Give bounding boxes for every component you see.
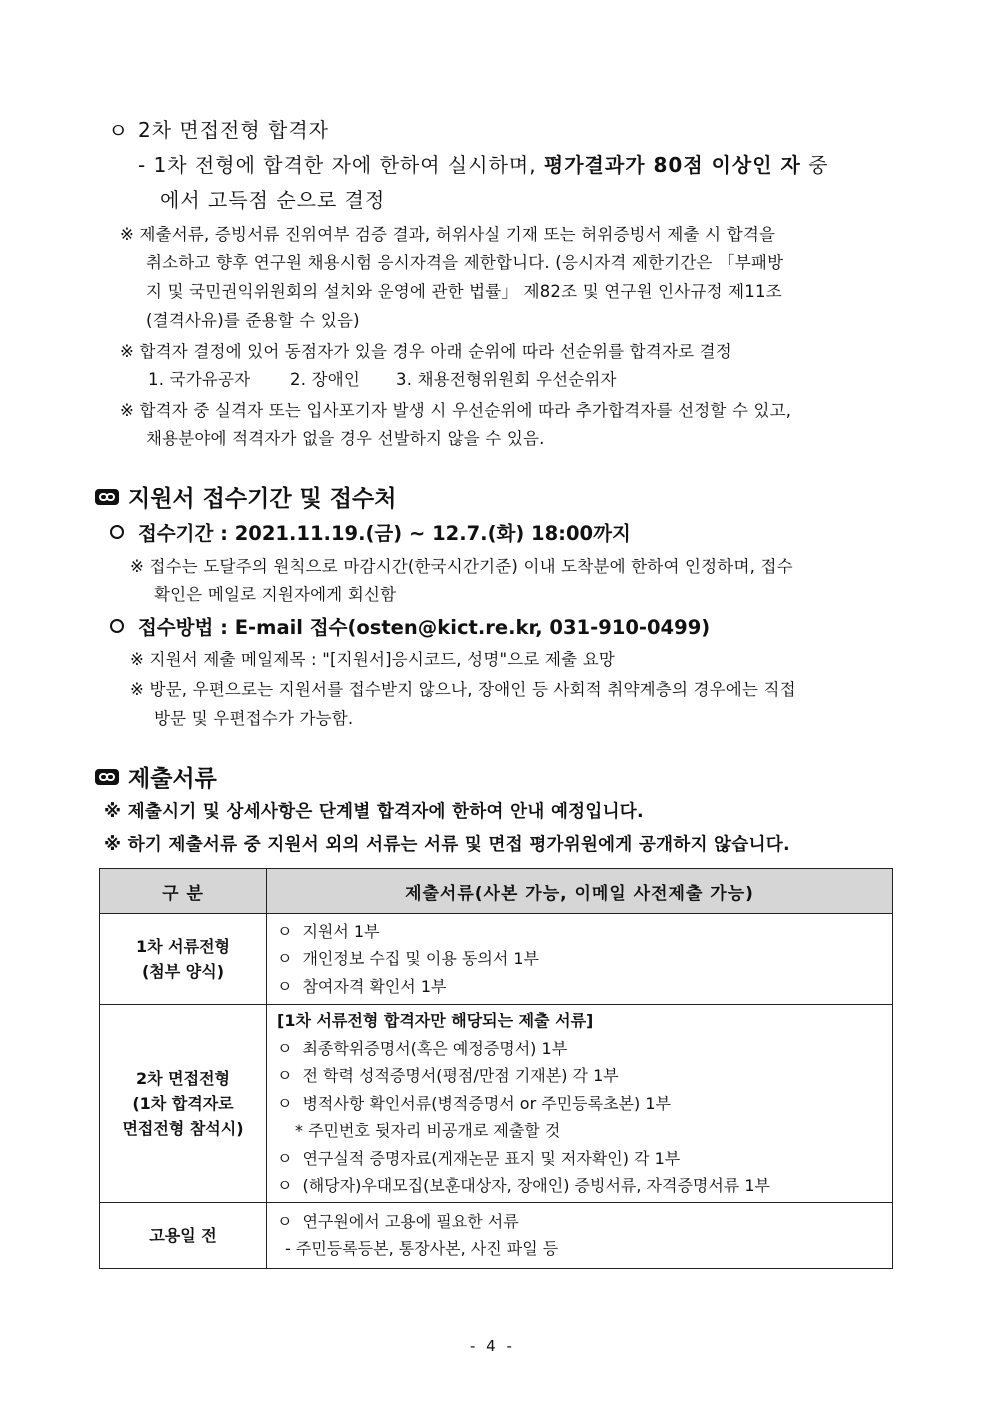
- section-title-text: 제출서류: [128, 766, 217, 792]
- note-line: ※ 방문, 우편으로는 지원서를 접수받지 않으나, 장애인 등 사회적 취약계층의 경우에는 직접: [130, 680, 796, 699]
- link-icon: [94, 487, 120, 507]
- column-header-documents: 제출서류(사본 가능, 이메일 사전제출 가능): [267, 869, 893, 914]
- note-line: 확인은 메일로 지원자에게 회신함: [154, 585, 397, 604]
- note-line: ※ 제출서류, 증빙서류 진위여부 검증 결과, 허위사실 기재 또는 허위증빙서 제출 시 합격을: [120, 225, 776, 244]
- documents-cell: [267, 1005, 893, 1203]
- documents-cell: [267, 1202, 893, 1268]
- link-icon: [94, 767, 120, 787]
- list-item: ㅇ 개인정보 수집 및 이용 동의서 1부: [277, 949, 540, 969]
- tie-rule-note: ※ 합격자 결정에 있어 동점자가 있을 경우 아래 순위에 따라 선순위를 합격자로 결정: [120, 342, 732, 361]
- bullet-marker: ㅇ: [108, 119, 129, 143]
- category-line: 2차 면접전형: [136, 1068, 230, 1088]
- category-line: 면접전형 참석시): [122, 1118, 244, 1138]
- page-number: - 4 -: [470, 1337, 515, 1355]
- sub-note: - 주민등록등본, 통장사본, 사진 파일 등: [285, 1239, 559, 1258]
- table-row: [100, 1202, 893, 1268]
- note-line: ※ 접수는 도달주의 원칙으로 마감시간(한국시간기준) 이내 도착분에 한하여 인정하며, 접수: [130, 557, 793, 576]
- note-line: 취소하고 향후 연구원 채용시험 응시자격을 제한합니다. (응시자격 제한기간은 「부패방: [146, 253, 784, 272]
- note-line: (결격사유)를 준용할 수 있음): [146, 311, 360, 330]
- interview-title: 2차 면접전형 합격자: [138, 118, 329, 142]
- category-line: (1차 합격자로: [132, 1093, 234, 1113]
- method-text: 접수방법 : E-mail 접수(osten@kict.re.kr, 031-910-0499): [138, 616, 711, 639]
- note-line: 방문 및 우편접수가 가능함.: [154, 709, 354, 728]
- category-cell: [100, 914, 267, 1005]
- category-cell: [100, 1005, 267, 1203]
- documents-note-2: ※ 하기 제출서류 중 지원서 외의 서류는 서류 및 면접 평가위원에게 공개하지 않습니다.: [104, 835, 790, 855]
- note-line: 지 및 국민권익위원회의 설치와 운영에 관한 법률」 제82조 및 연구원 인사규정 제11조: [146, 282, 782, 301]
- ring-bullet-icon: [110, 525, 124, 539]
- list-item: ㅇ 참여자격 확인서 1부: [277, 976, 447, 996]
- interview-desc-line1: [138, 149, 829, 178]
- sub-note: * 주민번호 뒷자리 비공개로 제출할 것: [295, 1121, 561, 1140]
- application-period: [110, 518, 631, 546]
- column-header-category: 구 분: [100, 869, 267, 914]
- list-item: ㅇ 최종학위증명서(혹은 예정증명서) 1부: [277, 1038, 568, 1058]
- category-cell: [100, 1202, 267, 1268]
- desc-text-end: 중: [800, 153, 829, 177]
- section-title-text: 지원서 접수기간 및 접수처: [128, 486, 397, 512]
- list-item: ㅇ 병적사항 확인서류(병적증명서 or 주민등록초본) 1부: [277, 1093, 671, 1113]
- documents-table: [99, 868, 893, 1269]
- table-row: [100, 1005, 893, 1203]
- priority-3: 3. 채용전형위원회 우선순위자: [396, 370, 617, 389]
- priority-1: 1. 국가유공자: [148, 370, 251, 389]
- category-line: 1차 서류전형: [136, 937, 230, 956]
- list-item: ㅇ 전 학력 성적증명서(평점/만점 기재본) 각 1부: [277, 1066, 619, 1085]
- list-item: ㅇ 연구실적 증명자료(게재논문 표지 및 저자확인) 각 1부: [277, 1148, 681, 1168]
- application-section-title: [94, 480, 396, 513]
- application-method: [110, 612, 710, 640]
- cell-heading: [1차 서류전형 합격자만 해당되는 제출 서류]: [277, 1011, 594, 1030]
- desc-bold: 평가결과가 80점 이상인 자: [543, 153, 801, 177]
- documents-cell: [267, 914, 893, 1005]
- desc-text: - 1차 전형에 합격한 자에 한하여 실시하며,: [138, 153, 544, 177]
- period-text: 접수기간 : 2021.11.19.(금) ~ 12.7.(화) 18:00까지: [138, 522, 631, 545]
- method-note: ※ 지원서 제출 메일제목 : "[지원서]응시코드, 성명"으로 제출 요망: [130, 650, 615, 669]
- note-line: ※ 합격자 중 실격자 또는 입사포기자 발생 시 우선순위에 따라 추가합격자를 선정할 수 있고,: [120, 401, 792, 420]
- documents-note-1: ※ 제출시기 및 상세사항은 단계별 합격자에 한하여 안내 예정입니다.: [104, 802, 644, 822]
- category-line: 고용일 전: [149, 1225, 217, 1245]
- list-item: ㅇ (해당자)우대모집(보훈대상자, 장애인) 증빙서류, 자격증명서류 1부: [277, 1176, 770, 1195]
- list-item: ㅇ 지원서 1부: [277, 921, 380, 941]
- interview-desc-line2: 에서 고득점 순으로 결정: [160, 188, 386, 212]
- ring-bullet-icon: [110, 619, 124, 633]
- list-item: ㅇ 연구원에서 고용에 필요한 서류: [277, 1211, 519, 1231]
- category-line: (첨부 양식): [141, 962, 225, 981]
- priority-2: 2. 장애인: [290, 370, 361, 389]
- note-line: 채용분야에 적격자가 없을 경우 선발하지 않을 수 있음.: [146, 429, 545, 448]
- table-header-row: [100, 869, 893, 914]
- documents-section-title: [94, 760, 217, 793]
- table-row: [100, 914, 893, 1005]
